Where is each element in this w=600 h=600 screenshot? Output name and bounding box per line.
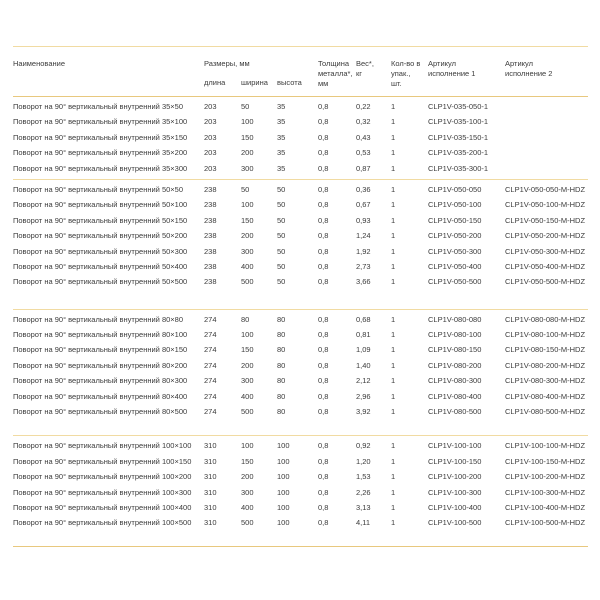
cell-weight: 2,73 [356, 261, 371, 271]
cell-article1: CLP1V-100-100 [428, 441, 482, 451]
cell-article1: CLP1V-035-200-1 [428, 148, 489, 158]
cell-width: 80 [241, 314, 250, 324]
cell-width: 50 [241, 184, 250, 194]
cell-pack-qty: 1 [391, 277, 396, 287]
cell-width: 150 [241, 345, 254, 355]
cell-width: 400 [241, 391, 254, 401]
cell-height: 80 [277, 391, 286, 401]
cell-weight: 2,96 [356, 391, 371, 401]
cell-thickness: 0,8 [318, 391, 329, 401]
cell-weight: 0,67 [356, 200, 371, 210]
cell-height: 50 [277, 184, 286, 194]
cell-length: 203 [204, 148, 217, 158]
cell-pack-qty: 1 [391, 117, 396, 127]
header-height: высота [277, 78, 302, 87]
cell-name: Поворот на 90° вертикальный внутренний 35×50 [13, 102, 184, 111]
cell-name: Поворот на 90° вертикальный внутренний 50×400 [13, 261, 188, 271]
cell-name: Поворот на 90° вертикальный внутренний 50×50 [13, 184, 184, 194]
table-row [13, 244, 588, 259]
cell-weight: 0,93 [356, 215, 371, 225]
cell-article1: CLP1V-100-400 [428, 502, 482, 512]
cell-width: 150 [241, 456, 254, 466]
cell-weight: 0,22 [356, 102, 371, 111]
cell-width: 150 [241, 215, 254, 225]
cell-weight: 0,81 [356, 330, 371, 340]
cell-length: 238 [204, 231, 217, 241]
table-row [13, 454, 588, 469]
cell-article1: CLP1V-050-400 [428, 261, 482, 271]
cell-article1: CLP1V-080-080 [428, 314, 482, 324]
cell-article1: CLP1V-050-150 [428, 215, 482, 225]
cell-weight: 0,53 [356, 148, 371, 158]
cell-height: 35 [277, 102, 286, 111]
cell-name: Поворот на 90° вертикальный внутренний 50×200 [13, 231, 188, 241]
cell-weight: 0,32 [356, 117, 371, 127]
cell-name: Поворот на 90° вертикальный внутренний 80×300 [13, 376, 188, 386]
cell-length: 238 [204, 184, 217, 194]
cell-article2: CLP1V-080-080-M-HDZ [505, 314, 586, 324]
cell-width: 100 [241, 441, 254, 451]
table-row [13, 161, 588, 176]
cell-thickness: 0,8 [318, 472, 329, 482]
cell-article2: CLP1V-080-200-M-HDZ [505, 360, 586, 370]
cell-weight: 4,11 [356, 518, 371, 528]
table-row [13, 342, 588, 357]
cell-pack-qty: 1 [391, 407, 396, 417]
cell-article1: CLP1V-035-050-1 [428, 102, 489, 111]
cell-weight: 3,66 [356, 277, 371, 287]
table-row [13, 197, 588, 212]
cell-pack-qty: 1 [391, 102, 396, 111]
cell-article1: CLP1V-035-300-1 [428, 163, 489, 173]
cell-thickness: 0,8 [318, 518, 329, 528]
cell-height: 100 [277, 502, 290, 512]
table-row [13, 389, 588, 404]
cell-thickness: 0,8 [318, 502, 329, 512]
cell-article2: CLP1V-050-100-M-HDZ [505, 200, 586, 210]
cell-height: 100 [277, 441, 290, 451]
cell-article2: CLP1V-050-150-M-HDZ [505, 215, 586, 225]
cell-length: 203 [204, 132, 217, 142]
cell-article1: CLP1V-050-300 [428, 246, 482, 256]
cell-pack-qty: 1 [391, 231, 396, 241]
table-row [13, 358, 588, 373]
cell-length: 310 [204, 456, 217, 466]
cell-pack-qty: 1 [391, 456, 396, 466]
cell-weight: 1,09 [356, 345, 371, 355]
cell-weight: 2,12 [356, 376, 371, 386]
cell-height: 50 [277, 277, 286, 287]
cell-name: Поворот на 90° вертикальный внутренний 100×200 [13, 472, 192, 482]
cell-height: 80 [277, 314, 286, 324]
cell-length: 274 [204, 330, 217, 340]
cell-length: 238 [204, 261, 217, 271]
cell-pack-qty: 1 [391, 148, 396, 158]
cell-thickness: 0,8 [318, 261, 329, 271]
cell-weight: 3,92 [356, 407, 371, 417]
table-row [13, 404, 588, 419]
table-row [13, 312, 588, 327]
cell-article2: CLP1V-080-500-M-HDZ [505, 407, 586, 417]
cell-weight: 1,40 [356, 360, 371, 370]
cell-weight: 0,92 [356, 441, 371, 451]
cell-weight: 0,36 [356, 184, 371, 194]
cell-length: 238 [204, 246, 217, 256]
cell-article1: CLP1V-100-300 [428, 487, 482, 497]
table-row [13, 99, 588, 114]
cell-length: 238 [204, 277, 217, 287]
cell-article1: CLP1V-100-200 [428, 472, 482, 482]
cell-width: 300 [241, 246, 254, 256]
cell-thickness: 0,8 [318, 102, 329, 111]
cell-name: Поворот на 90° вертикальный внутренний 80×500 [13, 407, 188, 417]
cell-name: Поворот на 90° вертикальный внутренний 80×200 [13, 360, 188, 370]
cell-width: 400 [241, 261, 254, 271]
cell-pack-qty: 1 [391, 487, 396, 497]
cell-article1: CLP1V-050-500 [428, 277, 482, 287]
table-group [13, 180, 588, 310]
cell-article2: CLP1V-080-100-M-HDZ [505, 330, 586, 340]
cell-height: 35 [277, 117, 286, 127]
cell-thickness: 0,8 [318, 132, 329, 142]
cell-height: 35 [277, 148, 286, 158]
cell-pack-qty: 1 [391, 518, 396, 528]
product-spec-table [13, 46, 588, 547]
cell-width: 200 [241, 231, 254, 241]
table-row [13, 485, 588, 500]
cell-name: Поворот на 90° вертикальный внутренний 35×100 [13, 117, 188, 127]
cell-width: 400 [241, 502, 254, 512]
cell-thickness: 0,8 [318, 215, 329, 225]
cell-width: 100 [241, 117, 254, 127]
cell-name: Поворот на 90° вертикальный внутренний 35×150 [13, 132, 188, 142]
cell-height: 80 [277, 330, 286, 340]
header-length: длина [204, 78, 226, 87]
cell-width: 50 [241, 102, 250, 111]
cell-thickness: 0,8 [318, 277, 329, 287]
cell-length: 274 [204, 376, 217, 386]
cell-thickness: 0,8 [318, 163, 329, 173]
cell-height: 50 [277, 246, 286, 256]
cell-thickness: 0,8 [318, 330, 329, 340]
cell-thickness: 0,8 [318, 441, 329, 451]
cell-pack-qty: 1 [391, 132, 396, 142]
table-row [13, 259, 588, 274]
cell-article2: CLP1V-050-200-M-HDZ [505, 231, 586, 241]
cell-article1: CLP1V-100-150 [428, 456, 482, 466]
cell-length: 310 [204, 472, 217, 482]
cell-name: Поворот на 90° вертикальный внутренний 80×80 [13, 314, 184, 324]
cell-article2: CLP1V-100-500-M-HDZ [505, 518, 586, 528]
table-row [13, 228, 588, 243]
cell-article1: CLP1V-080-500 [428, 407, 482, 417]
cell-thickness: 0,8 [318, 246, 329, 256]
cell-weight: 0,87 [356, 163, 371, 173]
cell-pack-qty: 1 [391, 360, 396, 370]
cell-article2: CLP1V-100-200-M-HDZ [505, 472, 586, 482]
cell-article2: CLP1V-080-150-M-HDZ [505, 345, 586, 355]
cell-name: Поворот на 90° вертикальный внутренний 50×150 [13, 215, 188, 225]
cell-height: 100 [277, 487, 290, 497]
cell-article2: CLP1V-100-100-M-HDZ [505, 441, 586, 451]
cell-width: 300 [241, 376, 254, 386]
cell-name: Поворот на 90° вертикальный внутренний 100×300 [13, 487, 192, 497]
header-article-1: Артикул исполнение 1 [428, 59, 476, 78]
cell-name: Поворот на 90° вертикальный внутренний 100×100 [13, 441, 192, 451]
cell-thickness: 0,8 [318, 117, 329, 127]
cell-width: 500 [241, 277, 254, 287]
cell-height: 50 [277, 231, 286, 241]
cell-length: 274 [204, 407, 217, 417]
header-width: ширина [241, 78, 268, 87]
table-group [13, 436, 588, 546]
cell-weight: 1,92 [356, 246, 371, 256]
cell-article1: CLP1V-035-100-1 [428, 117, 489, 127]
cell-height: 80 [277, 376, 286, 386]
cell-name: Поворот на 90° вертикальный внутренний 80×400 [13, 391, 188, 401]
cell-article1: CLP1V-050-200 [428, 231, 482, 241]
cell-article2: CLP1V-080-300-M-HDZ [505, 376, 586, 386]
cell-weight: 0,68 [356, 314, 371, 324]
cell-width: 100 [241, 200, 254, 210]
cell-height: 100 [277, 472, 290, 482]
cell-pack-qty: 1 [391, 345, 396, 355]
cell-article2: CLP1V-050-400-M-HDZ [505, 261, 586, 271]
cell-pack-qty: 1 [391, 163, 396, 173]
cell-name: Поворот на 90° вертикальный внутренний 100×500 [13, 518, 192, 528]
cell-height: 50 [277, 261, 286, 271]
cell-thickness: 0,8 [318, 487, 329, 497]
cell-length: 238 [204, 215, 217, 225]
cell-length: 310 [204, 518, 217, 528]
cell-article1: CLP1V-035-150-1 [428, 132, 489, 142]
cell-pack-qty: 1 [391, 376, 396, 386]
cell-article2: CLP1V-100-300-M-HDZ [505, 487, 586, 497]
cell-height: 50 [277, 215, 286, 225]
cell-pack-qty: 1 [391, 502, 396, 512]
cell-height: 100 [277, 518, 290, 528]
table-row [13, 438, 588, 453]
table-row [13, 373, 588, 388]
cell-thickness: 0,8 [318, 231, 329, 241]
cell-weight: 1,20 [356, 456, 371, 466]
cell-width: 200 [241, 472, 254, 482]
cell-width: 200 [241, 148, 254, 158]
table-header [13, 46, 588, 97]
table-row [13, 469, 588, 484]
cell-article1: CLP1V-080-400 [428, 391, 482, 401]
cell-name: Поворот на 90° вертикальный внутренний 80×100 [13, 330, 188, 340]
cell-length: 310 [204, 441, 217, 451]
cell-thickness: 0,8 [318, 148, 329, 158]
cell-name: Поворот на 90° вертикальный внутренний 50×500 [13, 277, 188, 287]
cell-thickness: 0,8 [318, 456, 329, 466]
cell-height: 35 [277, 132, 286, 142]
table-row [13, 114, 588, 129]
cell-pack-qty: 1 [391, 314, 396, 324]
cell-thickness: 0,8 [318, 184, 329, 194]
cell-pack-qty: 1 [391, 215, 396, 225]
cell-width: 500 [241, 518, 254, 528]
table-row [13, 274, 588, 289]
cell-length: 310 [204, 502, 217, 512]
cell-pack-qty: 1 [391, 261, 396, 271]
table-row [13, 515, 588, 530]
cell-width: 150 [241, 132, 254, 142]
cell-length: 274 [204, 391, 217, 401]
header-thickness: Толщина металла*, мм [318, 59, 353, 88]
cell-article1: CLP1V-050-050 [428, 184, 482, 194]
cell-width: 300 [241, 487, 254, 497]
cell-length: 203 [204, 117, 217, 127]
cell-length: 274 [204, 314, 217, 324]
cell-article1: CLP1V-080-150 [428, 345, 482, 355]
header-name: Наименование [13, 59, 65, 68]
cell-name: Поворот на 90° вертикальный внутренний 80×150 [13, 345, 188, 355]
cell-height: 35 [277, 163, 286, 173]
cell-height: 80 [277, 345, 286, 355]
header-pack-qty: Кол-во в упак., шт. [391, 59, 421, 88]
cell-weight: 0,43 [356, 132, 371, 142]
cell-length: 274 [204, 345, 217, 355]
cell-thickness: 0,8 [318, 407, 329, 417]
cell-article2: CLP1V-050-300-M-HDZ [505, 246, 586, 256]
cell-name: Поворот на 90° вертикальный внутренний 35×200 [13, 148, 188, 158]
cell-weight: 1,53 [356, 472, 371, 482]
cell-article1: CLP1V-080-300 [428, 376, 482, 386]
cell-height: 50 [277, 200, 286, 210]
table-row [13, 182, 588, 197]
cell-article1: CLP1V-080-200 [428, 360, 482, 370]
cell-length: 274 [204, 360, 217, 370]
table-body [13, 97, 588, 547]
cell-article1: CLP1V-080-100 [428, 330, 482, 340]
cell-length: 310 [204, 487, 217, 497]
cell-name: Поворот на 90° вертикальный внутренний 100×150 [13, 456, 192, 466]
cell-length: 203 [204, 163, 217, 173]
cell-weight: 2,26 [356, 487, 371, 497]
cell-article2: CLP1V-050-050-M-HDZ [505, 184, 586, 194]
cell-thickness: 0,8 [318, 345, 329, 355]
cell-weight: 1,24 [356, 231, 371, 241]
table-row [13, 327, 588, 342]
header-article-2: Артикул исполнение 2 [505, 59, 553, 78]
cell-height: 80 [277, 407, 286, 417]
cell-name: Поворот на 90° вертикальный внутренний 50×300 [13, 246, 188, 256]
cell-pack-qty: 1 [391, 330, 396, 340]
cell-name: Поворот на 90° вертикальный внутренний 50×100 [13, 200, 188, 210]
cell-length: 238 [204, 200, 217, 210]
cell-article1: CLP1V-050-100 [428, 200, 482, 210]
cell-pack-qty: 1 [391, 246, 396, 256]
cell-width: 200 [241, 360, 254, 370]
cell-thickness: 0,8 [318, 376, 329, 386]
cell-height: 100 [277, 456, 290, 466]
header-dimensions-group: Размеры, мм [204, 59, 250, 68]
cell-article2: CLP1V-100-150-M-HDZ [505, 456, 586, 466]
cell-thickness: 0,8 [318, 314, 329, 324]
cell-article2: CLP1V-080-400-M-HDZ [505, 391, 586, 401]
cell-pack-qty: 1 [391, 472, 396, 482]
table-row [13, 130, 588, 145]
cell-article1: CLP1V-100-500 [428, 518, 482, 528]
cell-name: Поворот на 90° вертикальный внутренний 100×400 [13, 502, 192, 512]
cell-article2: CLP1V-050-500-M-HDZ [505, 277, 586, 287]
cell-length: 203 [204, 102, 217, 111]
cell-width: 300 [241, 163, 254, 173]
cell-width: 500 [241, 407, 254, 417]
cell-pack-qty: 1 [391, 184, 396, 194]
table-row [13, 500, 588, 515]
header-weight: Вес*, кг [356, 59, 374, 78]
cell-thickness: 0,8 [318, 360, 329, 370]
cell-weight: 3,13 [356, 502, 371, 512]
table-group [13, 97, 588, 180]
cell-height: 80 [277, 360, 286, 370]
table-group [13, 310, 588, 437]
cell-width: 100 [241, 330, 254, 340]
cell-pack-qty: 1 [391, 441, 396, 451]
table-row [13, 213, 588, 228]
cell-pack-qty: 1 [391, 391, 396, 401]
table-row [13, 145, 588, 160]
cell-pack-qty: 1 [391, 200, 396, 210]
cell-article2: CLP1V-100-400-M-HDZ [505, 502, 586, 512]
cell-thickness: 0,8 [318, 200, 329, 210]
cell-name: Поворот на 90° вертикальный внутренний 35×300 [13, 163, 188, 173]
